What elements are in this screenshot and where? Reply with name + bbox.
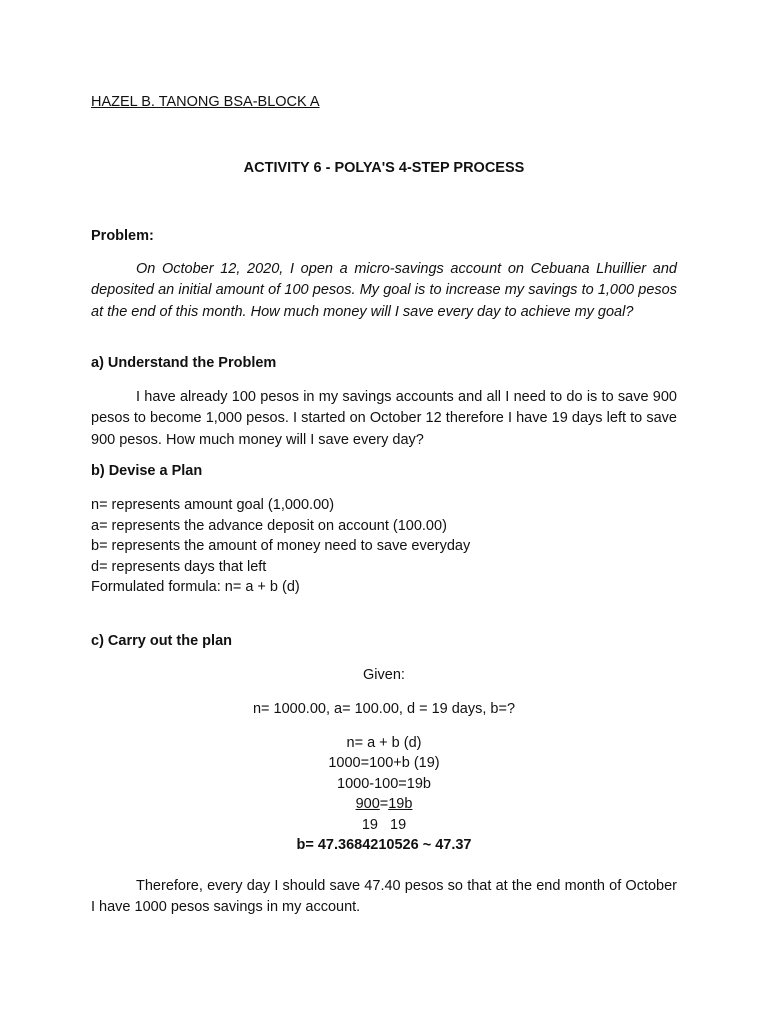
plan-heading: b) Devise a Plan (91, 463, 203, 479)
step-1: n= a + b (d) (346, 735, 422, 751)
plan-line-d: d= represents days that left (91, 558, 267, 575)
understand-heading: a) Understand the Problem (91, 355, 277, 371)
given-values: n= 1000.00, a= 100.00, d = 19 days, b=? (252, 701, 516, 717)
fraction-right: 19b (388, 796, 413, 812)
carry-heading: c) Carry out the plan (91, 633, 232, 649)
problem-text: On October 12, 2020, I open a micro-savings account on Cebuana Lhuillier and deposited an initial amount of 100 pesos. My goal is to increase my savings to 1,000 pesos at the end of this month. How much money will I save every day to achieve my goal? (91, 261, 677, 320)
activity-title: ACTIVITY 6 - POLYA'S 4-STEP PROCESS (243, 160, 525, 176)
plan-line-a: a= represents the advance deposit on account (100.00) (91, 517, 447, 534)
plan-line-formula: Formulated formula: n= a + b (d) (91, 579, 300, 596)
plan-line-n: n= represents amount goal (1,000.00) (91, 497, 335, 513)
fraction-denominators: 19 19 (361, 817, 407, 833)
step-3: 1000-100=19b (337, 776, 431, 792)
fraction-left: 900 (355, 796, 380, 812)
author-line: HAZEL B. TANONG BSA-BLOCK A (91, 94, 320, 110)
given-label: Given: (363, 667, 405, 683)
plan-line-b: b= represents the amount of money need to save everyday (91, 538, 471, 555)
understand-text: I have already 100 pesos in my savings accounts and all I need to do is to save 900 pesos to become 1,000 pesos. I started on October 12 therefore I have 19 days left to save 900 pesos. How much money will I save every day? (91, 389, 677, 448)
plan-definitions (91, 495, 677, 598)
result-line: b= 47.3684210526 ~ 47.37 (296, 837, 472, 853)
fraction-equals: = (379, 796, 389, 812)
step-2: 1000=100+b (19) (328, 755, 440, 771)
conclusion-text: Therefore, every day I should save 47.40 pesos so that at the end month of October I have 1000 pesos savings in my account. (91, 878, 677, 916)
fraction-numerator (0, 794, 768, 815)
problem-heading: Problem: (91, 228, 154, 244)
